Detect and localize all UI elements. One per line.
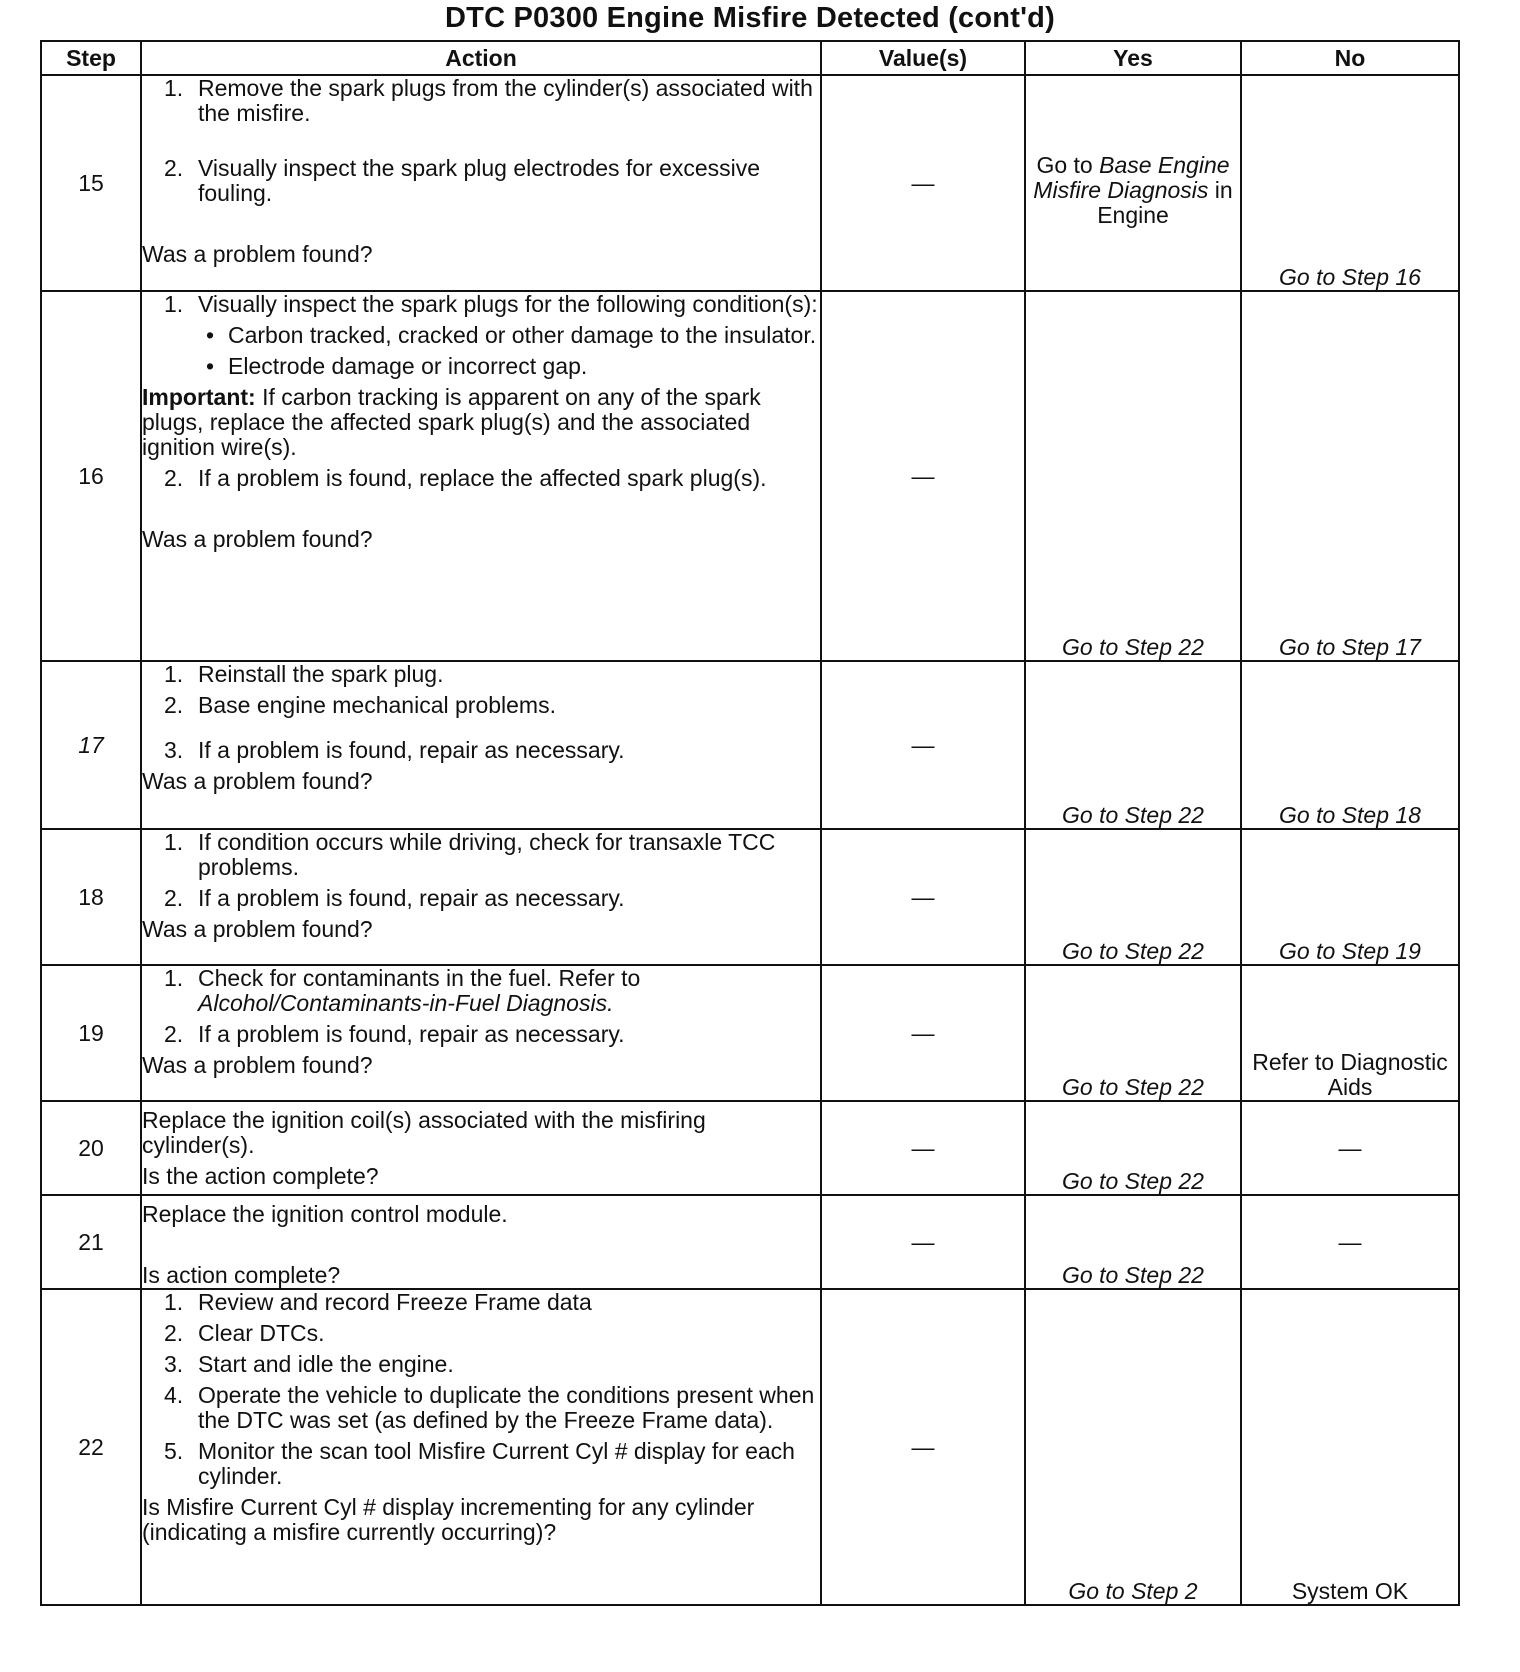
no-cell: System OK [1241, 1289, 1459, 1605]
action-cell [141, 75, 821, 291]
step-number: 18 [41, 829, 141, 965]
header-values: Value(s) [821, 41, 1025, 75]
action-item: 1. Visually inspect the spark plugs for the following condition(s): [164, 291, 818, 317]
yes-cell: Go to Step 22 [1025, 1195, 1241, 1289]
action-item: 3. If a problem is found, repair as necessary. [164, 737, 625, 763]
step-number: 22 [41, 1289, 141, 1605]
action-item: 3. Start and idle the engine. [164, 1351, 454, 1377]
table-row-step-20 [41, 1101, 1459, 1195]
table-row-step-21 [41, 1195, 1459, 1289]
action-cell [141, 291, 821, 661]
yes-cell: Go to Step 22 [1025, 965, 1241, 1101]
action-question: Is the action complete? [142, 1163, 379, 1189]
value-cell: — [821, 1101, 1025, 1195]
action-item: 2. Visually inspect the spark plug electrodes for excessive fouling. [164, 155, 761, 206]
action-cell [141, 1101, 821, 1195]
step-number: 21 [41, 1195, 141, 1289]
action-bullet: • Electrode damage or incorrect gap. [206, 353, 588, 379]
step-number: 19 [41, 965, 141, 1101]
action-item: 1. Reinstall the spark plug. [164, 661, 444, 687]
table-row-step-22 [41, 1289, 1459, 1605]
step-number: 15 [41, 75, 141, 291]
no-cell: Go to Step 17 [1241, 291, 1459, 661]
no-cell: Go to Step 19 [1241, 829, 1459, 965]
yes-cell: Go to Step 22 [1025, 1101, 1241, 1195]
action-cell [141, 965, 821, 1101]
yes-cell: Go to Step 2 [1025, 1289, 1241, 1605]
action-item: 1. Check for contaminants in the fuel. Refer to Alcohol/Contaminants-in-Fuel Diagnosis. [164, 965, 641, 1016]
value-cell: — [821, 291, 1025, 661]
table-row-step-18 [41, 829, 1459, 965]
step-number: 20 [41, 1101, 141, 1195]
no-cell: — [1241, 1195, 1459, 1289]
action-item: 4. Operate the vehicle to duplicate the conditions present when the DTC was set (as defined by the Freeze Frame data). [164, 1382, 815, 1433]
header-action: Action [141, 41, 821, 75]
action-question: Was a problem found? [142, 916, 373, 942]
header-row [41, 41, 1459, 75]
action-item: 2. If a problem is found, repair as necessary. [164, 885, 625, 911]
action-item: 2. If a problem is found, replace the affected spark plug(s). [164, 465, 767, 491]
header-step: Step [41, 41, 141, 75]
table-row-step-19 [41, 965, 1459, 1101]
action-item: 1. Remove the spark plugs from the cylinder(s) associated with the misfire. [164, 75, 813, 126]
table-row-step-16 [41, 291, 1459, 661]
table-row-step-15 [41, 75, 1459, 291]
no-cell: Refer to Diagnostic Aids [1241, 965, 1459, 1101]
action-cell [141, 1289, 821, 1605]
action-question: Is Misfire Current Cyl # display incrementing for any cylinder (indicating a misfire currently occurring)? [142, 1494, 755, 1545]
action-item: 1. If condition occurs while driving, check for transaxle TCC problems. [164, 829, 776, 880]
action-text: Replace the ignition coil(s) associated with the misfiring cylinder(s). [142, 1107, 706, 1158]
action-question: Is action complete? [142, 1262, 341, 1288]
header-no: No [1241, 41, 1459, 75]
action-question: Was a problem found? [142, 241, 373, 267]
action-text: Replace the ignition control module. [142, 1201, 508, 1227]
value-cell: — [821, 965, 1025, 1101]
value-cell: — [821, 1195, 1025, 1289]
yes-cell: Go to Base Engine Misfire Diagnosis in Engine [1025, 75, 1241, 291]
action-item: 2. If a problem is found, repair as necessary. [164, 1021, 625, 1047]
action-item: 5. Monitor the scan tool Misfire Current Cyl # display for each cylinder. [164, 1438, 795, 1489]
action-cell [141, 661, 821, 829]
important-note: Important: If carbon tracking is apparent on any of the spark plugs, replace the affected spark plug(s) and the associated ignition wire(s). [142, 384, 761, 460]
value-cell: — [821, 829, 1025, 965]
table-row-step-17 [41, 661, 1459, 829]
action-cell [141, 1195, 821, 1289]
action-bullet: • Carbon tracked, cracked or other damage to the insulator. [206, 322, 817, 348]
diagnostic-table [40, 40, 1460, 1606]
action-question: Was a problem found? [142, 526, 373, 552]
action-item: 1. Review and record Freeze Frame data [164, 1289, 592, 1315]
no-cell: — [1241, 1101, 1459, 1195]
action-item: 2. Base engine mechanical problems. [164, 692, 556, 718]
page-title: DTC P0300 Engine Misfire Detected (cont'd) [445, 2, 1055, 34]
action-question: Was a problem found? [142, 1052, 373, 1078]
yes-cell: Go to Step 22 [1025, 291, 1241, 661]
value-cell: — [821, 75, 1025, 291]
action-cell [141, 829, 821, 965]
no-cell: Go to Step 16 [1241, 75, 1459, 291]
value-cell: — [821, 1289, 1025, 1605]
yes-cell: Go to Step 22 [1025, 829, 1241, 965]
no-cell: Go to Step 18 [1241, 661, 1459, 829]
yes-cell: Go to Step 22 [1025, 661, 1241, 829]
header-yes: Yes [1025, 41, 1241, 75]
step-number: 16 [41, 291, 141, 661]
action-question: Was a problem found? [142, 768, 373, 794]
action-item: 2. Clear DTCs. [164, 1320, 325, 1346]
step-number: 17 [41, 661, 141, 829]
value-cell: — [821, 661, 1025, 829]
